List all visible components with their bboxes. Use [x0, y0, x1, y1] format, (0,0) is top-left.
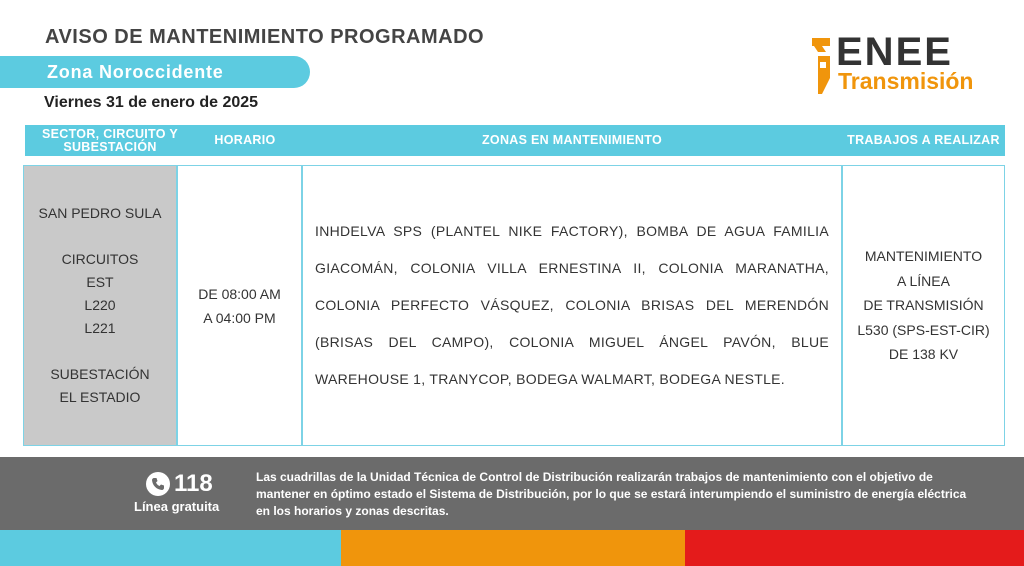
- work-cell: [842, 165, 1005, 446]
- work-line: DE TRANSMISIÓN: [863, 297, 984, 314]
- schedule-end: A 04:00 PM: [203, 309, 276, 326]
- sector-line: [98, 225, 102, 248]
- zones-cell: [302, 165, 842, 446]
- sector-line: CIRCUITOS: [61, 251, 139, 267]
- header-sector: SECTOR, CIRCUITO Y SUBESTACIÓN: [42, 126, 178, 154]
- work-line: MANTENIMIENTO: [864, 248, 983, 265]
- logo-text-enee: ENEE: [836, 30, 953, 74]
- work-line: L530 (SPS-EST-CIR): [857, 321, 990, 338]
- header-schedule: HORARIO: [214, 133, 276, 147]
- phone-icon: [146, 472, 170, 496]
- zone-label: Zona Noroccidente: [47, 62, 224, 82]
- footer-notice: Las cuadrillas de la Unidad Técnica de Control de Distribución realizarán trabajos de mantenimiento con el objetivo de mantener en óptimo estado el Sistema de Distribución, por lo que se estará interumpiendo el suministro de energía eléctrica en los horarios y zonas descritas.: [256, 470, 967, 518]
- color-bar-blue: [0, 530, 341, 566]
- table-header: [25, 125, 1005, 156]
- enee-logo-mark-icon: [812, 38, 834, 94]
- sector-line: SAN PEDRO SULA: [38, 205, 162, 221]
- sector-line: L221: [84, 320, 116, 336]
- phone-number: 118: [174, 470, 213, 497]
- phone-line: [146, 470, 213, 498]
- color-bar-red: [685, 530, 1024, 566]
- header-zones: ZONAS EN MANTENIMIENTO: [482, 133, 662, 147]
- schedule-start: DE 08:00 AM: [198, 285, 281, 302]
- sector-cell: [23, 165, 177, 446]
- color-bar-orange: [341, 530, 685, 566]
- work-line: A LÍNEA: [897, 272, 950, 289]
- sector-line: [98, 340, 102, 363]
- sector-line: SUBESTACIÓN: [50, 366, 150, 382]
- logo-text-transmision: Transmisión: [838, 68, 974, 94]
- work-line: DE 138 KV: [888, 346, 959, 363]
- sector-line: EST: [86, 274, 114, 290]
- footer: [0, 457, 1024, 530]
- sector-line: EL ESTADIO: [59, 389, 141, 405]
- enee-logo: [812, 30, 1002, 98]
- header-work: TRABAJOS A REALIZAR: [847, 133, 1000, 147]
- notice-date: Viernes 31 de enero de 2025: [44, 94, 259, 111]
- page-title: AVISO DE MANTENIMIENTO PROGRAMADO: [45, 26, 485, 48]
- sector-line: L220: [84, 297, 116, 313]
- zones-text: INHDELVA SPS (PLANTEL NIKE FACTORY), BOMBA DE AGUA FAMILIA GIACOMÁN, COLONIA VILLA ERNESTINA II, COLONIA MARANATHA, COLONIA PERFECTO VÁSQUEZ, COLONIA BRISAS DEL MERENDÓN (BRISAS DEL CAMPO), COLONIA MIGUEL ÁNGEL PAVÓN, BLUE WAREHOUSE 1, TRANYCOP, BODEGA WALMART, BODEGA NESTLE.: [315, 223, 829, 387]
- schedule-cell: [177, 165, 302, 446]
- phone-label: Línea gratuita: [134, 499, 220, 514]
- zone-band: [0, 56, 310, 88]
